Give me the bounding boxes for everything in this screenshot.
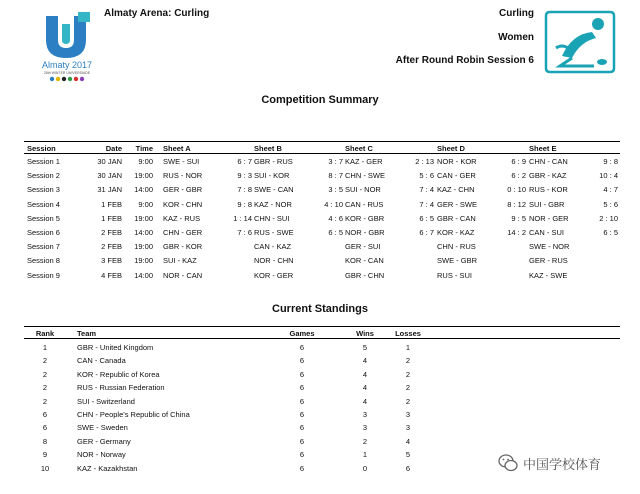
match-cell: NOR - GBR [345, 228, 385, 237]
standings-header-bottom-rule [24, 338, 620, 339]
score-cell: 10 : 4 [599, 171, 618, 180]
wins-cell: 4 [362, 370, 368, 379]
date-cell: 2 FEB [101, 242, 122, 251]
losses-cell: 2 [405, 356, 411, 365]
match-cell: KAZ - NOR [254, 200, 292, 209]
match-cell: RUS - NOR [163, 171, 203, 180]
games-cell: 6 [299, 464, 305, 473]
score-cell: 8 : 12 [507, 200, 526, 209]
match-cell: GER - SWE [437, 200, 478, 209]
time-cell: 14:00 [134, 228, 153, 237]
session-cell: Session 6 [27, 228, 60, 237]
score-cell: 6 : 7 [237, 157, 252, 166]
gender-label: Women [498, 32, 534, 43]
rank-cell: 2 [42, 397, 48, 406]
match-cell: GER - RUS [529, 256, 568, 265]
wins-cell: 4 [362, 397, 368, 406]
team-cell: GBR - United Kingdom [77, 343, 154, 352]
score-cell: 9 : 5 [511, 214, 526, 223]
wins-cell: 5 [362, 343, 368, 352]
rank-cell: 6 [42, 423, 48, 432]
time-cell: 19:00 [134, 256, 153, 265]
rank-cell: 8 [42, 437, 48, 446]
match-cell: SUI - GBR [529, 200, 565, 209]
match-cell: SUI - NOR [345, 185, 381, 194]
rank-cell: 2 [42, 370, 48, 379]
session-cell: Session 5 [27, 214, 60, 223]
date-cell: 31 JAN [97, 185, 122, 194]
standings-col-header: Losses [395, 329, 421, 338]
score-cell: 2 : 13 [415, 157, 434, 166]
score-cell: 6 : 5 [603, 228, 618, 237]
score-cell: 7 : 4 [419, 185, 434, 194]
standings-col-header: Rank [35, 329, 55, 338]
summary-col-header: Sheet B [254, 144, 282, 153]
match-cell: SWE - NOR [529, 242, 570, 251]
summary-header-top-rule [24, 141, 620, 142]
score-cell: 8 : 7 [328, 171, 343, 180]
rank-cell: 6 [42, 410, 48, 419]
losses-cell: 5 [405, 450, 411, 459]
session-cell: Session 4 [27, 200, 60, 209]
score-cell: 6 : 5 [328, 228, 343, 237]
match-cell: GER - SUI [345, 242, 381, 251]
losses-cell: 6 [405, 464, 411, 473]
rank-cell: 10 [40, 464, 50, 473]
losses-cell: 4 [405, 437, 411, 446]
session-cell: Session 1 [27, 157, 60, 166]
match-cell: KOR - KAZ [437, 228, 475, 237]
score-cell: 9 : 3 [237, 171, 252, 180]
time-cell: 9:00 [138, 157, 153, 166]
standings-col-header: Team [77, 329, 97, 338]
match-cell: CAN - SUI [529, 228, 565, 237]
match-cell: RUS - SUI [437, 271, 473, 280]
score-cell: 7 : 8 [237, 185, 252, 194]
wins-cell: 4 [362, 356, 368, 365]
wins-cell: 0 [362, 464, 368, 473]
match-cell: SWE - GBR [437, 256, 478, 265]
team-cell: NOR - Norway [77, 450, 126, 459]
losses-cell: 2 [405, 383, 411, 392]
date-cell: 2 FEB [101, 228, 122, 237]
games-cell: 6 [299, 383, 305, 392]
rank-cell: 2 [42, 356, 48, 365]
games-cell: 6 [299, 397, 305, 406]
score-cell: 9 : 8 [603, 157, 618, 166]
team-cell: CHN - People's Republic of China [77, 410, 190, 419]
wechat-icon [498, 453, 518, 473]
match-cell: NOR - GER [529, 214, 569, 223]
rank-cell: 1 [42, 343, 48, 352]
losses-cell: 3 [405, 423, 411, 432]
score-cell: 14 : 2 [507, 228, 526, 237]
session-cell: Session 3 [27, 185, 60, 194]
score-cell: 3 : 5 [328, 185, 343, 194]
time-cell: 9:00 [138, 200, 153, 209]
losses-cell: 3 [405, 410, 411, 419]
date-cell: 30 JAN [97, 157, 122, 166]
match-cell: KOR - CAN [345, 256, 384, 265]
match-cell: CHN - RUS [437, 242, 476, 251]
wins-cell: 4 [362, 383, 368, 392]
team-cell: GER - Germany [77, 437, 131, 446]
match-cell: KOR - GER [254, 271, 294, 280]
match-cell: CAN - RUS [345, 200, 384, 209]
score-cell: 4 : 10 [324, 200, 343, 209]
standings-header-top-rule [24, 326, 620, 327]
session-cell: Session 2 [27, 171, 60, 180]
match-cell: KAZ - SWE [529, 271, 568, 280]
wins-cell: 3 [362, 423, 368, 432]
score-cell: 7 : 6 [237, 228, 252, 237]
games-cell: 6 [299, 423, 305, 432]
match-cell: SWE - CAN [254, 185, 294, 194]
team-cell: CAN - Canada [77, 356, 126, 365]
time-cell: 14:00 [134, 271, 153, 280]
match-cell: GBR - KOR [163, 242, 203, 251]
date-cell: 30 JAN [97, 171, 122, 180]
wins-cell: 2 [362, 437, 368, 446]
summary-col-header: Session [27, 144, 56, 153]
rank-cell: 9 [42, 450, 48, 459]
team-cell: KAZ - Kazakhstan [77, 464, 138, 473]
match-cell: CAN - KAZ [254, 242, 292, 251]
match-cell: SUI - KAZ [163, 256, 197, 265]
stage-label: After Round Robin Session 6 [395, 55, 534, 66]
almaty-2017-emblem [32, 10, 102, 82]
match-cell: GER - GBR [163, 185, 203, 194]
session-cell: Session 9 [27, 271, 60, 280]
score-cell: 6 : 5 [419, 214, 434, 223]
score-cell: 9 : 8 [237, 200, 252, 209]
match-cell: GBR - CAN [437, 214, 476, 223]
time-cell: 19:00 [134, 171, 153, 180]
match-cell: SUI - KOR [254, 171, 290, 180]
score-cell: 3 : 7 [328, 157, 343, 166]
match-cell: CHN - SUI [254, 214, 290, 223]
games-cell: 6 [299, 450, 305, 459]
logo-caption-text: 28th WINTER UNIVERSIADE [43, 71, 91, 75]
match-cell: NOR - CAN [163, 271, 203, 280]
score-cell: 6 : 2 [511, 171, 526, 180]
match-cell: KAZ - CHN [437, 185, 475, 194]
score-cell: 6 : 7 [419, 228, 434, 237]
score-cell: 1 : 14 [233, 214, 252, 223]
score-cell: 7 : 4 [419, 200, 434, 209]
wins-cell: 3 [362, 410, 368, 419]
watermark-text: 中国学校体育 [523, 457, 602, 473]
rank-cell: 2 [42, 383, 48, 392]
games-cell: 6 [299, 356, 305, 365]
score-cell: 0 : 10 [507, 185, 526, 194]
score-cell: 4 : 6 [328, 214, 343, 223]
match-cell: RUS - KOR [529, 185, 568, 194]
date-cell: 1 FEB [101, 200, 122, 209]
summary-col-header: Sheet A [163, 144, 191, 153]
games-cell: 6 [299, 437, 305, 446]
match-cell: KOR - GBR [345, 214, 385, 223]
match-cell: CHN - CAN [529, 157, 568, 166]
date-cell: 1 FEB [101, 214, 122, 223]
standings-col-header: Games [289, 329, 315, 338]
match-cell: KAZ - RUS [163, 214, 201, 223]
match-cell: GBR - KAZ [529, 171, 567, 180]
discipline-label: Curling [499, 8, 534, 19]
summary-col-header: Sheet C [345, 144, 373, 153]
summary-col-header: Date [105, 144, 122, 153]
competition-summary-title: Competition Summary [261, 94, 379, 106]
games-cell: 6 [299, 343, 305, 352]
curling-pictogram-icon [542, 8, 618, 76]
summary-header-bottom-rule [24, 153, 620, 154]
current-standings-title: Current Standings [272, 303, 368, 315]
watermark [498, 452, 601, 474]
score-cell: 5 : 6 [603, 200, 618, 209]
score-cell: 6 : 9 [511, 157, 526, 166]
universiade-logo [32, 10, 102, 82]
summary-col-header: Time [135, 144, 153, 153]
session-cell: Session 7 [27, 242, 60, 251]
match-cell: CAN - GER [437, 171, 476, 180]
match-cell: KOR - CHN [163, 200, 203, 209]
time-cell: 19:00 [134, 214, 153, 223]
losses-cell: 1 [405, 343, 411, 352]
time-cell: 14:00 [134, 185, 153, 194]
summary-col-header: Sheet E [529, 144, 557, 153]
match-cell: KAZ - GER [345, 157, 383, 166]
match-cell: GBR - CHN [345, 271, 385, 280]
match-cell: CHN - GER [163, 228, 203, 237]
standings-col-header: Wins [356, 329, 374, 338]
venue-title: Almaty Arena: Curling [104, 8, 210, 19]
team-cell: SUI - Switzerland [77, 397, 135, 406]
score-cell: 2 : 10 [599, 214, 618, 223]
summary-col-header: Sheet D [437, 144, 465, 153]
session-cell: Session 8 [27, 256, 60, 265]
wins-cell: 1 [362, 450, 368, 459]
team-cell: SWE - Sweden [77, 423, 128, 432]
match-cell: SWE - SUI [163, 157, 200, 166]
match-cell: NOR - CHN [254, 256, 294, 265]
team-cell: RUS - Russian Federation [77, 383, 165, 392]
score-cell: 5 : 6 [419, 171, 434, 180]
match-cell: RUS - SWE [254, 228, 294, 237]
games-cell: 6 [299, 410, 305, 419]
logo-city-text: Almaty 2017 [41, 60, 93, 70]
games-cell: 6 [299, 370, 305, 379]
date-cell: 3 FEB [101, 256, 122, 265]
match-cell: CHN - SWE [345, 171, 385, 180]
match-cell: GBR - RUS [254, 157, 293, 166]
time-cell: 19:00 [134, 242, 153, 251]
losses-cell: 2 [405, 370, 411, 379]
losses-cell: 2 [405, 397, 411, 406]
score-cell: 4 : 7 [603, 185, 618, 194]
date-cell: 4 FEB [101, 271, 122, 280]
team-cell: KOR - Republic of Korea [77, 370, 160, 379]
match-cell: NOR - KOR [437, 157, 477, 166]
